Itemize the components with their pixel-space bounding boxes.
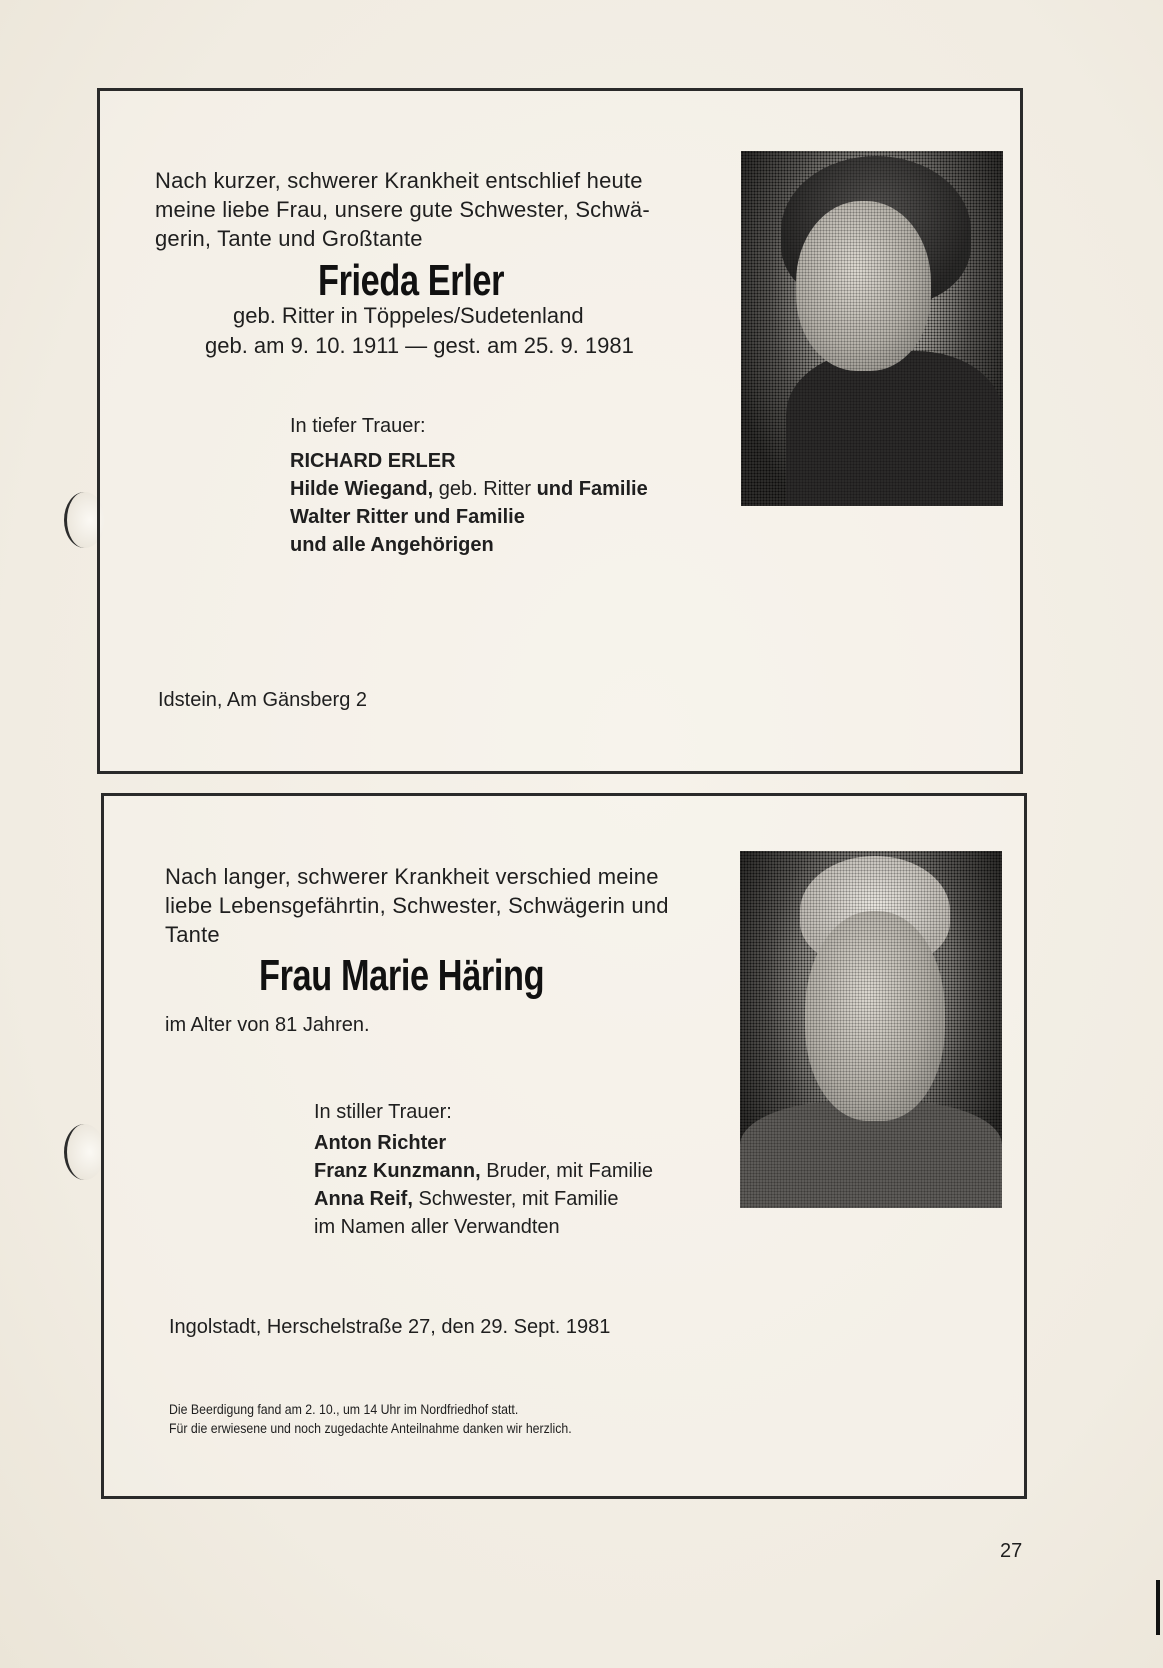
photo-halftone	[741, 151, 1003, 506]
punch-hole-bottom	[64, 1124, 105, 1180]
notice1-mourner: und alle Angehörigen	[290, 534, 494, 556]
notice1-address: Idstein, Am Gänsberg 2	[158, 689, 368, 711]
notice2-intro-line: Nach langer, schwerer Krankheit verschied meine	[165, 864, 659, 889]
notice1-dates: geb. am 9. 10. 1911 — gest. am 25. 9. 1981	[205, 333, 634, 358]
notice2-mourner: Anton Richter	[314, 1132, 447, 1154]
notice2-mourning-heading: In stiller Trauer:	[314, 1101, 452, 1123]
notice1-mourner-bold-end: und Familie	[536, 478, 648, 500]
notice2-intro	[165, 862, 765, 949]
notice1-deceased-name: Frieda Erler	[318, 256, 505, 305]
photo-halftone	[740, 851, 1002, 1208]
notice1-mourner: Walter Ritter und Familie	[290, 506, 525, 528]
obituary-notice-marie-haering	[101, 793, 1027, 1499]
notice1-mourner	[290, 475, 648, 503]
notice2-mourner-bold: Anna Reif,	[314, 1188, 413, 1210]
notice2-mourner	[314, 1185, 653, 1213]
portrait-photo-frieda-erler	[741, 151, 1003, 506]
notice2-deceased-name: Frau Marie Häring	[259, 951, 545, 1000]
notice1-intro-line: gerin, Tante und Großtante	[155, 226, 423, 251]
obituary-notice-frieda-erler	[97, 88, 1023, 774]
notice1-mourner: RICHARD ERLER	[290, 450, 456, 472]
notice2-mourner-regular: Schwester, mit Familie	[412, 1188, 619, 1210]
scan-edge-mark	[1156, 1580, 1160, 1635]
notice2-mourners	[314, 1129, 653, 1241]
notice2-intro-line: Tante	[165, 922, 220, 947]
notice1-birth-name: geb. Ritter in Töppeles/Sudetenland	[233, 303, 584, 328]
notice1-mourning-heading: In tiefer Trauer:	[290, 415, 426, 437]
notice2-note-line: Für die erwiesene und noch zugedachte Anteilnahme danken wir herzlich.	[169, 1420, 572, 1436]
notice2-mourner-regular: Bruder, mit Familie	[480, 1160, 653, 1182]
notice2-mourner: im Namen aller Verwandten	[314, 1216, 560, 1238]
notice1-mourner-bold: Hilde Wiegand,	[290, 478, 434, 500]
notice1-intro-line: meine liebe Frau, unsere gute Schwester, Schwä-	[155, 197, 650, 222]
notice2-intro-line: liebe Lebensgefährtin, Schwester, Schwägerin und	[165, 893, 669, 918]
notice1-intro-line: Nach kurzer, schwerer Krankheit entschlief heute	[155, 168, 643, 193]
page-number: 27	[1000, 1540, 1023, 1562]
notice2-address: Ingolstadt, Herschelstraße 27, den 29. Sept. 1981	[169, 1316, 611, 1338]
notice2-funeral-note	[169, 1400, 572, 1438]
portrait-photo-marie-haering	[740, 851, 1002, 1208]
notice1-intro	[155, 166, 755, 253]
notice2-mourner	[314, 1157, 653, 1185]
notice2-age: im Alter von 81 Jahren.	[165, 1014, 370, 1036]
notice1-mourners	[290, 447, 648, 559]
notice1-mourner-regular: geb. Ritter	[433, 478, 537, 500]
notice2-note-line: Die Beerdigung fand am 2. 10., um 14 Uhr im Nordfriedhof statt.	[169, 1401, 519, 1417]
notice2-mourner-bold: Franz Kunzmann,	[314, 1160, 481, 1182]
